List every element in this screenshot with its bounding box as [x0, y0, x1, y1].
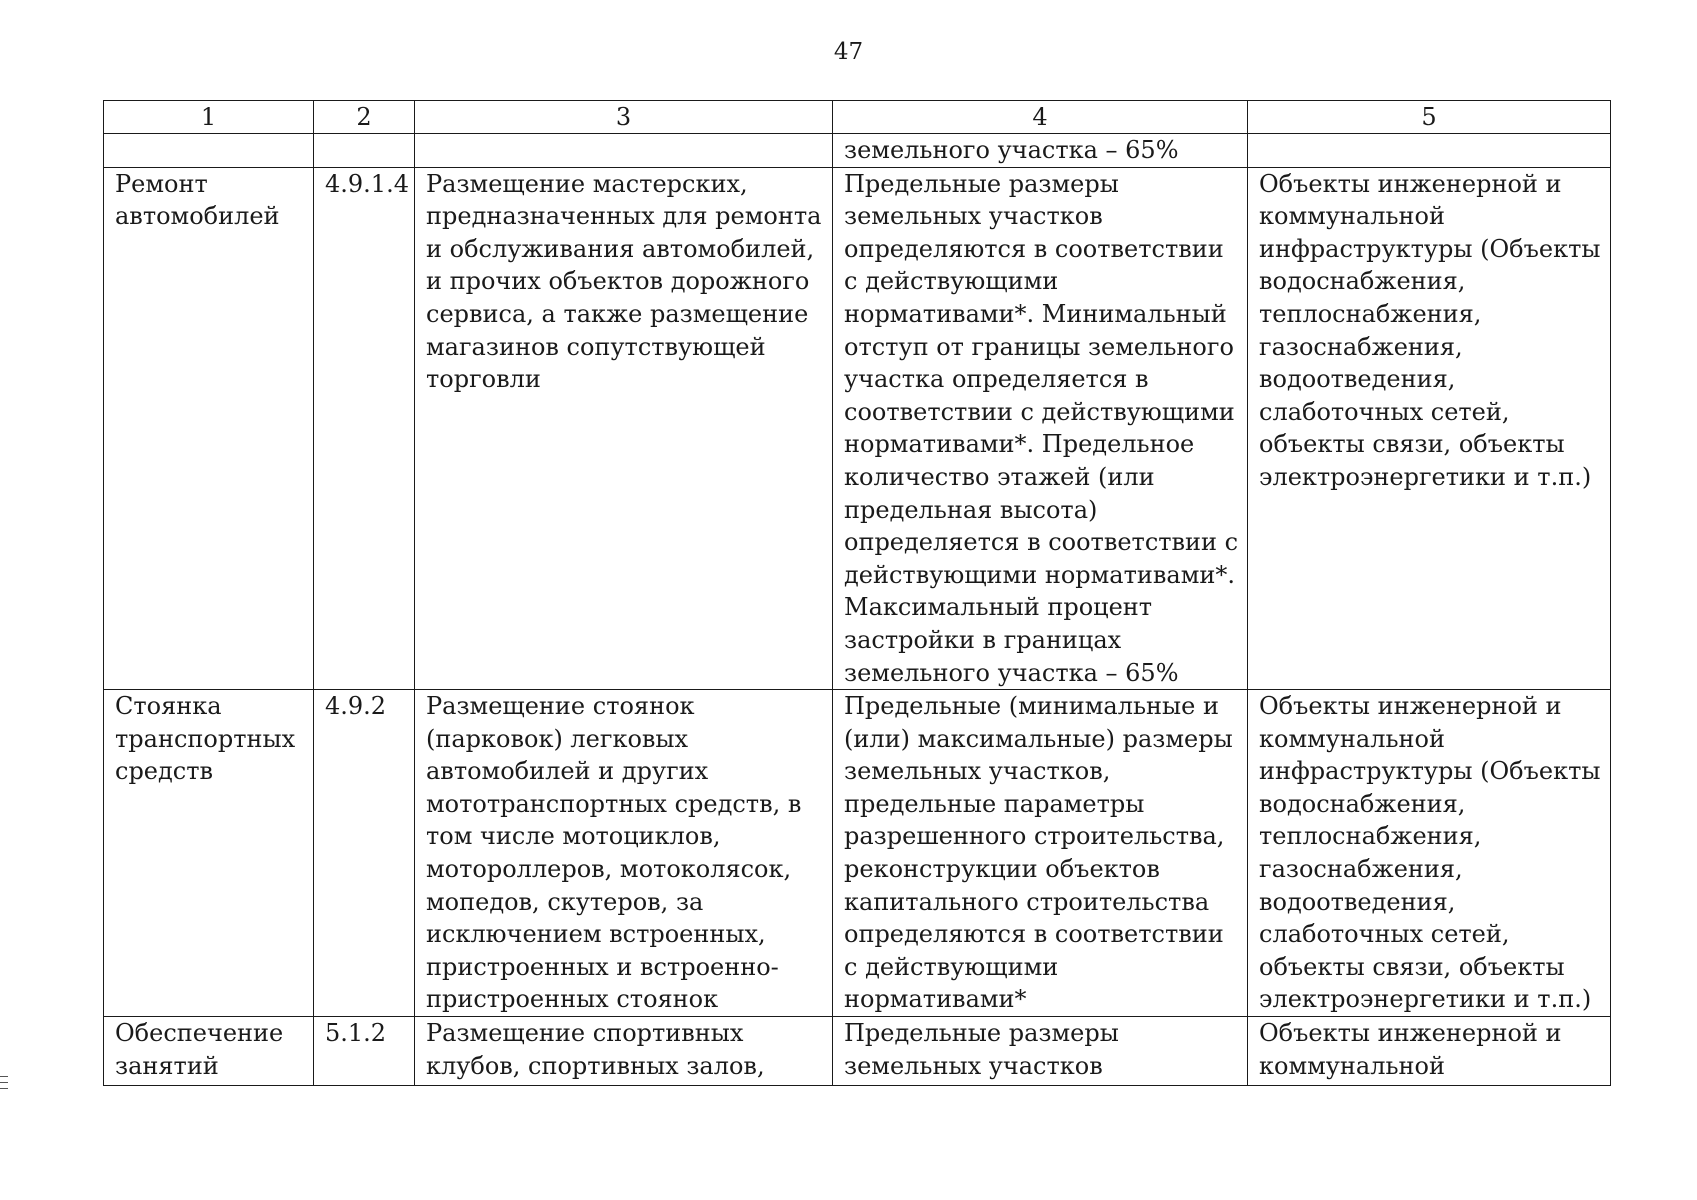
cell-use-code: [314, 134, 415, 168]
cell-use-name: Стоянка транспортных средств: [104, 690, 314, 1017]
cell-parameters: земельного участка – 65%: [833, 134, 1248, 168]
page-number: 47: [833, 39, 864, 65]
cell-use-description: Размещение спортивных клубов, спортивных залов,: [415, 1017, 833, 1086]
cell-use-code: 5.1.2: [314, 1017, 415, 1086]
cell-auxiliary-uses: Объекты инженерной и коммунальной инфраструктуры (Объекты водоснабжения, теплоснабжения, газоснабжения, водоотведения, слаботочных сетей, объекты связи, объекты электроэнергетики и т.п.): [1248, 690, 1611, 1017]
cell-use-code: 4.9.2: [314, 690, 415, 1017]
column-header-3: 3: [415, 101, 833, 134]
cell-use-description: Размещение стоянок (парковок) легковых автомобилей и других мототранспортных средств, в том числе мотоциклов, мотороллеров, мотоколясок, мопедов, скутеров, за исключением встроенных, пристроенных и встроенно-пристроенных стоянок: [415, 690, 833, 1017]
cell-auxiliary-uses: [1248, 134, 1611, 168]
table-row: [104, 1017, 1611, 1086]
cell-auxiliary-uses: Объекты инженерной и коммунальной инфраструктуры (Объекты водоснабжения, теплоснабжения, газоснабжения, водоотведения, слаботочных сетей, объекты связи, объекты электроэнергетики и т.п.): [1248, 167, 1611, 690]
table-header-row: [104, 101, 1611, 134]
cell-use-description: Размещение мастерских, предназначенных для ремонта и обслуживания автомобилей, и прочих объектов дорожного сервиса, а также размещение магазинов сопутствующей торговли: [415, 167, 833, 690]
cell-parameters: Предельные (минимальные и (или) максимальные) размеры земельных участков, предельные параметры разрешенного строительства, реконструкции объектов капитального строительства определяются в соответствии с действующими нормативами*: [833, 690, 1248, 1017]
table-row: [104, 167, 1611, 690]
column-header-5: 5: [1248, 101, 1611, 134]
column-header-2: 2: [314, 101, 415, 134]
cell-parameters: Предельные размеры земельных участков: [833, 1017, 1248, 1086]
cell-parameters: Предельные размеры земельных участков определяются в соответствии с действующими нормативами*. Минимальный отступ от границы земельного участка определяется в соответствии с действующими нормативами*. Предельное количество этажей (или предельная высота) определяется в соответствии с действующими нормативами*. Максимальный процент застройки в границах земельного участка – 65%: [833, 167, 1248, 690]
cell-use-name: Ремонт автомобилей: [104, 167, 314, 690]
column-header-1: 1: [104, 101, 314, 134]
cell-use-name: [104, 134, 314, 168]
column-header-4: 4: [833, 101, 1248, 134]
cell-use-description: [415, 134, 833, 168]
table-row: [104, 690, 1611, 1017]
cell-auxiliary-uses: Объекты инженерной и коммунальной: [1248, 1017, 1611, 1086]
regulations-table: [103, 100, 1611, 1086]
cell-use-code: 4.9.1.4: [314, 167, 415, 690]
cell-use-name: Обеспечение занятий: [104, 1017, 314, 1086]
table-row-continuation: [104, 134, 1611, 168]
scan-margin-mark: [0, 1076, 8, 1096]
